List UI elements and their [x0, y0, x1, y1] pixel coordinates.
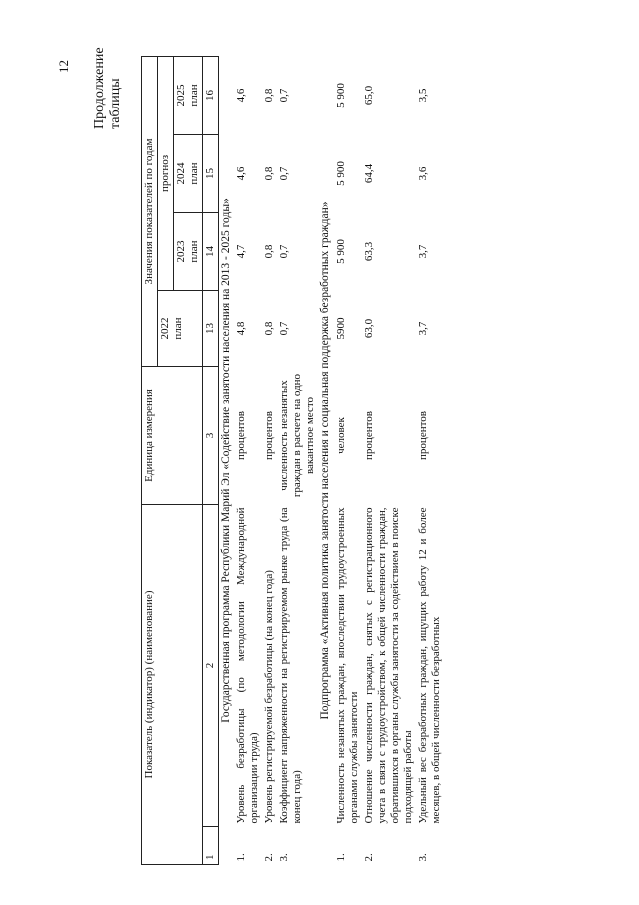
column-number: 15	[202, 135, 218, 213]
value-cell: 0,7	[278, 166, 291, 181]
value-cell: 0,7	[278, 244, 291, 259]
unit-cell: процентов	[362, 411, 375, 460]
header-year-2023: 2023 план	[173, 213, 202, 291]
row-number: 3.	[278, 853, 291, 862]
section-title: Государственная программа Республики Марий Эл «Содействие занятости населения на 2013 - 2025 годы»	[219, 198, 232, 723]
column-number: 13	[202, 291, 218, 367]
unit-cell: процентов	[235, 411, 248, 460]
unit-cell: процентов	[416, 411, 429, 460]
indicator-name: Удельный вес безработных граждан, ищущих работу 12 и более месяцев, в общей численности безработных	[416, 507, 442, 824]
row-number: 1.	[334, 853, 347, 862]
value-cell: 0,8	[263, 88, 276, 103]
column-number: 16	[202, 56, 218, 134]
table-row	[362, 56, 416, 864]
value-cell: 5 900	[334, 83, 347, 108]
value-cell: 4,6	[235, 88, 248, 103]
table-row	[262, 56, 277, 864]
column-number: 14	[202, 213, 218, 291]
header-values: Значения показателей по годам	[142, 56, 158, 366]
value-cell: 4,8	[235, 321, 248, 336]
value-cell: 3,7	[416, 321, 429, 336]
value-cell: 5900	[334, 317, 347, 340]
table-row	[277, 56, 318, 864]
column-number: 1	[202, 827, 218, 865]
column-number-row	[202, 56, 218, 864]
header-year-2025: 2025 план	[173, 56, 202, 134]
header-year-2024: 2024 план	[173, 135, 202, 213]
unit-cell: человек	[334, 417, 347, 454]
indicator-name: Уровень безработицы (по методологии Международной организации труда)	[235, 507, 261, 824]
table-row	[234, 56, 262, 864]
header-prognoz: прогноз	[157, 56, 173, 290]
row-number: 2.	[263, 853, 276, 862]
unit-cell: численность незанятых граждан в расчете на одно вакантное место	[278, 373, 317, 498]
indicator-name: Отношение численности граждан, снятых с регистрационного учета в связи с трудоустройством, к общей численности граждан, обратившихся в органы службы занятости за содействием в поиске подходящей работы	[362, 507, 414, 824]
value-cell: 5 900	[334, 161, 347, 186]
table-row	[416, 56, 444, 864]
value-cell: 63,3	[362, 241, 375, 262]
unit-cell: процентов	[263, 411, 276, 460]
value-cell: 4,7	[235, 244, 248, 259]
column-number: 2	[202, 505, 218, 827]
value-cell: 63,0	[362, 318, 375, 339]
row-number: 2.	[362, 853, 375, 862]
value-cell: 4,6	[235, 166, 248, 181]
value-cell: 3,7	[416, 244, 429, 259]
page-number: 12	[56, 60, 71, 73]
value-cell: 0,7	[278, 88, 291, 103]
continuation-title: Продолжение таблицы	[92, 47, 123, 129]
value-cell: 0,8	[263, 166, 276, 181]
indicator-name: Численность незанятых граждан, впоследствии трудоустроенных органами службы занятости	[334, 507, 360, 824]
indicator-name: Уровень регистрируемой безработицы (на конец года)	[263, 570, 276, 824]
column-number: 3	[202, 367, 218, 505]
value-cell: 0,7	[278, 321, 291, 336]
value-cell: 0,8	[263, 244, 276, 259]
value-cell: 0,8	[263, 321, 276, 336]
table-row	[334, 56, 362, 864]
indicator-name: Коэффициент напряженности на регистрируемом рынке труда (на конец года)	[278, 507, 304, 824]
row-number: 1.	[235, 853, 248, 862]
indicators-table	[141, 56, 444, 865]
row-number: 3.	[416, 853, 429, 862]
header-indicator: Показатель (индикатор) (наименование)	[142, 505, 203, 865]
value-cell: 5 900	[334, 239, 347, 264]
value-cell: 3,6	[416, 166, 429, 181]
header-year-2022: 2022 план	[157, 291, 202, 367]
value-cell: 64,4	[362, 163, 375, 184]
value-cell: 65,0	[362, 85, 375, 106]
header-unit: Единица измерения	[142, 367, 203, 505]
value-cell: 3,5	[416, 88, 429, 103]
section-title: Подпрограмма «Активная политика занятости населения и социальная поддержка безработных граждан»	[319, 201, 332, 720]
